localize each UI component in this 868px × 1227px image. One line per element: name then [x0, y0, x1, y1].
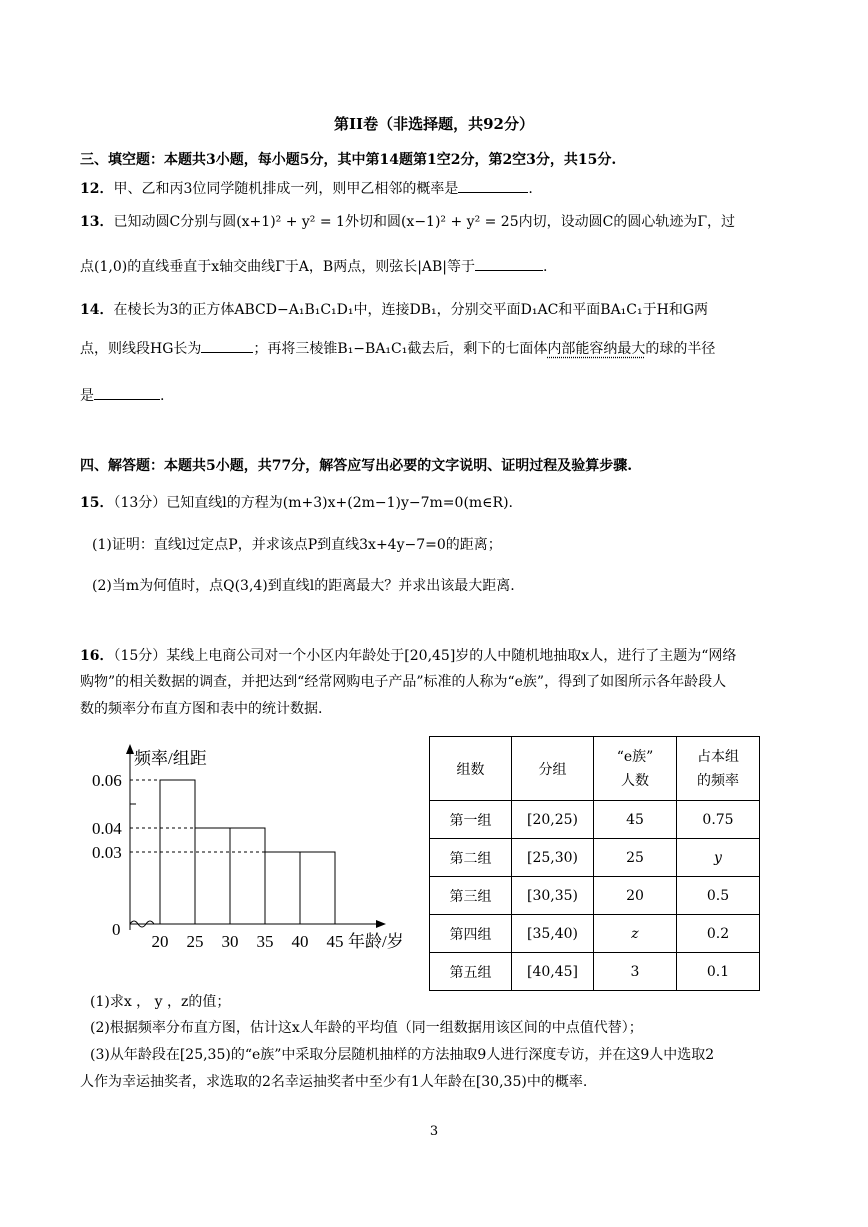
- question-16-line3: 数的频率分布直方图和表中的统计数据.: [80, 701, 323, 717]
- q12-text: 甲、乙和丙3位同学随机排成一列，则甲乙相邻的概率是: [113, 181, 459, 197]
- q14-line3: 是: [80, 388, 94, 404]
- q13-line2: 点(1,0)的直线垂直于x轴交曲线Γ于A，B两点，则弦长|AB|等于: [80, 259, 476, 275]
- q16-number: 16．: [80, 648, 114, 664]
- q15-intro: （13分）已知直线l的方程为(m+3)x+(2m−1)y−7m=0(m∈R).: [113, 495, 513, 511]
- origin-label: 0: [112, 920, 121, 939]
- q13-end: .: [543, 259, 548, 275]
- table-header-row: [430, 737, 760, 801]
- x-tick-label: 30: [221, 932, 239, 951]
- cell: [35,40): [512, 915, 594, 953]
- part4-heading: 四、解答题：本题共5小题，共77分，解答应写出必要的文字说明、证明过程及验算步骤.: [80, 458, 633, 474]
- cell: 20: [594, 877, 677, 915]
- table-row: [430, 801, 760, 839]
- cell: [20,25): [512, 801, 594, 839]
- cell: 第一组: [430, 801, 512, 839]
- q16-part3-line1: (3)从年龄段在[25,35)的“e族”中采取分层随机抽样的方法抽取9人进行深度专访，并在这9人中选取2: [90, 1047, 715, 1063]
- q14-number: 14．: [80, 302, 114, 318]
- x-tick-label: 45: [326, 932, 344, 951]
- q12-number: 12．: [80, 181, 114, 197]
- part3-heading: 三、填空题：本题共3小题，每小题5分，其中第14题第1空2分，第2空3分，共15分.: [80, 152, 617, 168]
- cell: 0.2: [677, 915, 760, 953]
- q14-line2a: 点，则线段HG长为: [80, 341, 202, 357]
- q13-line1: 已知动圆C分别与圆(x+1)² + y² = 1外切和圆(x−1)² + y² = 25内切，设动圆C的圆心轨迹为Γ，过: [113, 214, 736, 230]
- q14-end: .: [160, 388, 165, 404]
- cell: 0.1: [677, 953, 760, 991]
- header-ratio: 占本组 的频率: [677, 737, 760, 801]
- section-title: 第II卷（非选择题，共92分）: [334, 115, 534, 133]
- table-row: [430, 915, 760, 953]
- cell: 第五组: [430, 953, 512, 991]
- y-axis-arrow: [126, 744, 134, 754]
- page-number: 3: [429, 1124, 439, 1139]
- table-row: [430, 877, 760, 915]
- q15-part2: (2)当m为何值时，点Q(3,4)到直线l的距离最大？并求出该最大距离.: [92, 578, 515, 594]
- statistics-table: [429, 736, 760, 991]
- cell: [25,30): [512, 839, 594, 877]
- x-tick-label: 20: [151, 932, 169, 951]
- histogram-bar: [160, 780, 195, 924]
- cell: 第三组: [430, 877, 512, 915]
- y-tick-label: 0.03: [92, 843, 122, 862]
- q13-number: 13．: [80, 214, 114, 230]
- cell: 45: [594, 801, 677, 839]
- histogram-bar: [195, 828, 230, 924]
- question-16-line2: 购物”的相关数据的调查，并把达到“经常网购电子产品”标准的人称为“e族”，得到了如图所示各年龄段人: [80, 674, 727, 690]
- cell: y: [677, 839, 760, 877]
- x-tick-label: 25: [186, 932, 204, 951]
- cell: [40,45]: [512, 953, 594, 991]
- table-row: [430, 953, 760, 991]
- q12-end: .: [528, 181, 533, 197]
- q16-part2: (2)根据频率分布直方图，估计这x人年龄的平均值（同一组数据用该区间的中点值代替）；: [90, 1020, 643, 1036]
- x-tick-label: 40: [291, 932, 309, 951]
- cell: 3: [594, 953, 677, 991]
- table-row: [430, 839, 760, 877]
- y-axis-label: 频率/组距: [134, 749, 207, 768]
- x-tick-label: 35: [256, 932, 274, 951]
- cell: 0.75: [677, 801, 760, 839]
- q14-emphasis: 内部能容纳最大: [547, 341, 646, 357]
- q16-part3-line2: 人作为幸运抽奖者，求选取的2名幸运抽奖者中至少有1人年龄在[30,35)中的概率.: [80, 1074, 588, 1090]
- histogram-bar: [265, 852, 300, 924]
- q15-part1: (1)证明：直线l过定点P，并求该点P到直线3x+4y−7=0的距离；: [92, 537, 502, 553]
- header-e-count: “e族” 人数: [594, 737, 677, 801]
- y-tick-label: 0.06: [92, 771, 122, 790]
- cell: 25: [594, 839, 677, 877]
- q14-line2d: 的球的半径: [645, 341, 716, 357]
- q14-line1: 在棱长为3的正方体ABCD−A₁B₁C₁D₁中，连接DB₁，分别交平面D₁AC和平面BA₁C₁于H和G两: [113, 302, 709, 318]
- x-axis-arrow: [376, 920, 386, 928]
- cell: 0.5: [677, 877, 760, 915]
- q15-number: 15．: [80, 495, 114, 511]
- histogram-bar: [300, 852, 335, 924]
- q16-line1: （15分）某线上电商公司对一个小区内年龄处于[20,45]岁的人中随机地抽取x人，进行了主题为“网络: [113, 648, 737, 664]
- q14-line2b: ；再将三棱锥B₁−BA₁C₁截去后，剩下的七面体: [253, 341, 548, 357]
- cell: [30,35): [512, 877, 594, 915]
- header-group-range: 分组: [512, 737, 594, 801]
- header-group-number: 组数: [430, 737, 512, 801]
- x-axis-label: 年龄/岁: [348, 932, 404, 951]
- cell: 第四组: [430, 915, 512, 953]
- cell: 第二组: [430, 839, 512, 877]
- cell: z: [594, 915, 677, 953]
- histogram-bar: [230, 828, 265, 924]
- q16-part1: (1)求x ， y ，z的值；: [90, 994, 231, 1010]
- y-tick-label: 0.04: [92, 819, 122, 838]
